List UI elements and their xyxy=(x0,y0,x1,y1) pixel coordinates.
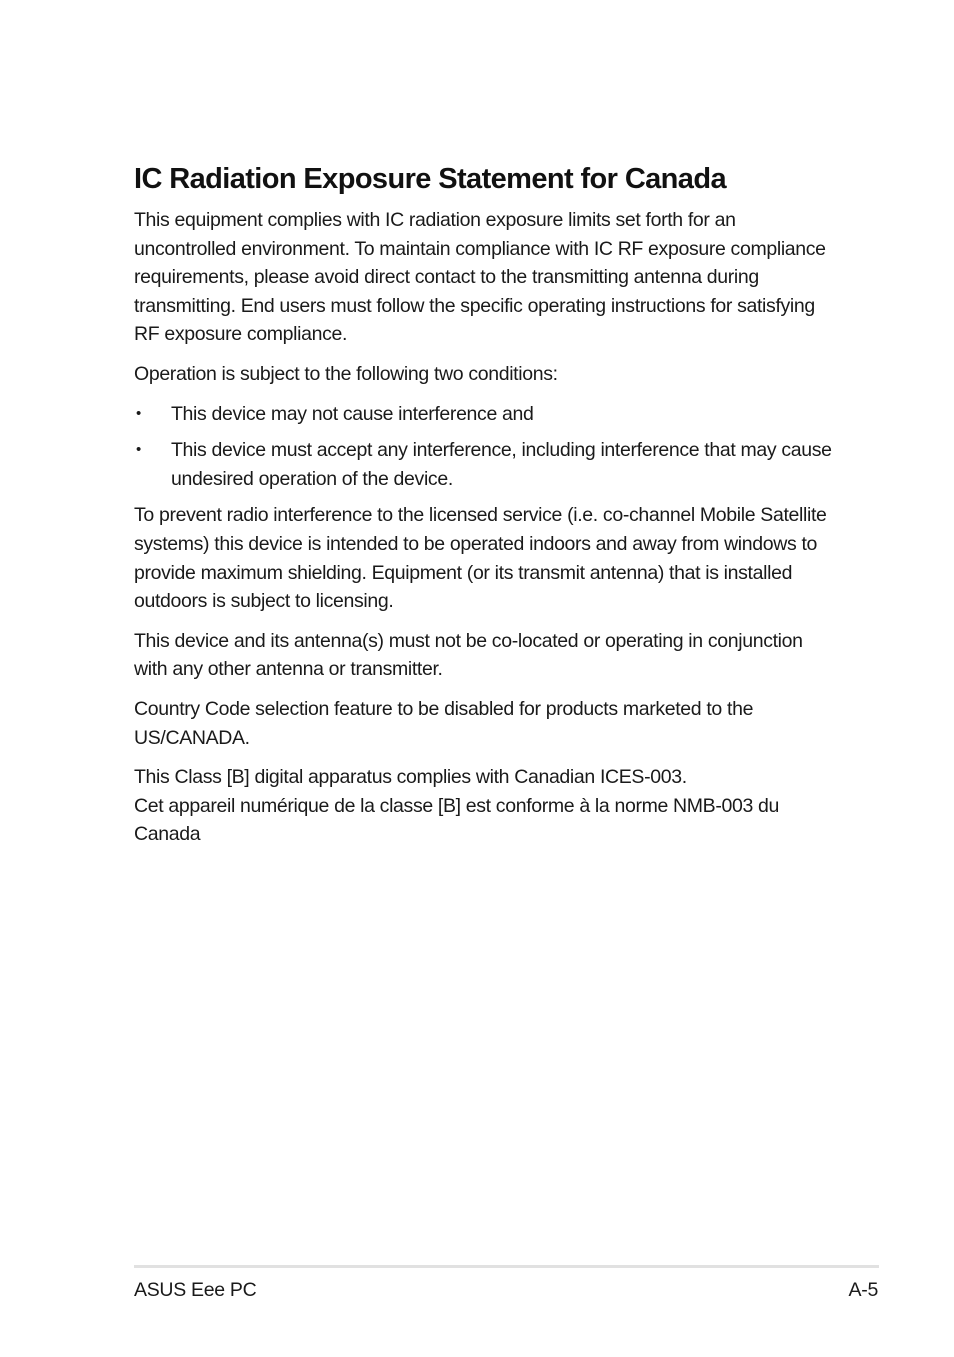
footer-page-number: A-5 xyxy=(848,1279,878,1301)
footer-product-name: ASUS Eee PC xyxy=(134,1279,257,1301)
paragraph-class-b xyxy=(134,763,834,849)
document-body xyxy=(134,206,834,860)
class-b-english: This Class [B] digital apparatus complies with Canadian ICES-003. xyxy=(134,766,687,789)
paragraph-country-code: Country Code selection feature to be disabled for products marketed to the US/CANADA. xyxy=(134,697,754,749)
footer-divider xyxy=(134,1265,879,1268)
paragraph-compliance: This equipment complies with IC radiation exposure limits set forth for an uncontrolled environment. To maintain compliance with IC RF exposure compliance requirements, please avoid direct contact to the transmitting antenna during transmitting. End users must follow the specific operating instructions for satisfying RF exposure compliance. xyxy=(134,209,826,346)
page-title: IC Radiation Exposure Statement for Canada xyxy=(134,163,726,195)
conditions-list xyxy=(134,400,834,494)
list-item-text: This device may not cause interference and xyxy=(171,402,534,425)
paragraph-radio-interference: To prevent radio interference to the licensed service (i.e. co-channel Mobile Satellite systems) this device is intended to be operated indoors and away from windows to provide maximum shielding. Equipment (or its transmit antenna) that is installed outdoors is subject to licensing. xyxy=(134,504,827,613)
paragraph-co-location: This device and its antenna(s) must not be co-located or operating in conjunction with any other antenna or transmitter. xyxy=(134,629,803,681)
paragraph-conditions-intro: Operation is subject to the following two conditions: xyxy=(134,362,558,385)
class-b-french: Cet appareil numérique de la classe [B] est conforme à la norme NMB-003 du Canada xyxy=(134,794,780,846)
list-item xyxy=(134,400,834,429)
list-item xyxy=(134,436,834,493)
bullet-icon: • xyxy=(136,441,141,459)
bullet-icon: • xyxy=(136,404,141,422)
list-item-text: This device must accept any interference, including interference that may cause undesired operation of the device. xyxy=(171,439,832,490)
